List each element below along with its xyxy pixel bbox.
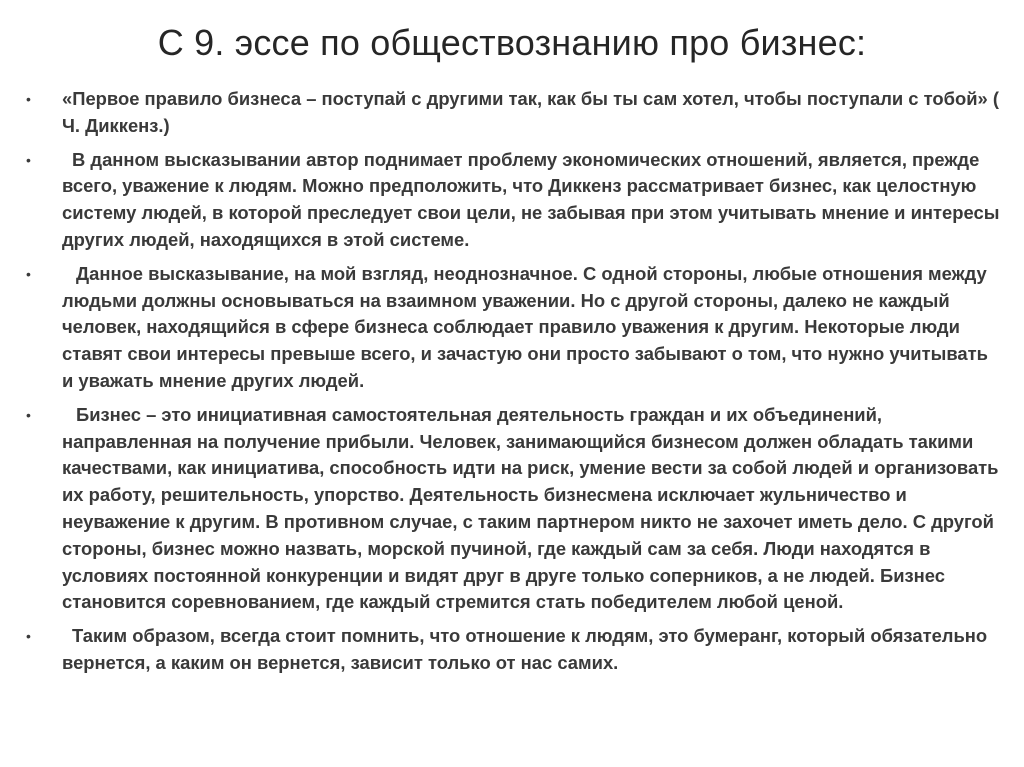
bullet-item-conclusion — [24, 623, 1004, 677]
bullet-icon: • — [26, 91, 31, 107]
bullet-item-problem — [24, 147, 1004, 254]
bullet-icon: • — [26, 406, 31, 423]
bullet-icon: • — [26, 151, 31, 168]
slide-title: С 9. эссе по обществознанию про бизнес: — [157, 22, 867, 63]
bullet-text: В данном высказывании автор поднимает проблему экономических отношений, является, прежде всего, уважение к людям. Можно предположить, что Диккенз рассматривает бизнес, как целостную систему людей, в которой преследует свои цели, не забывая при этом учитывать мнение и интересы других людей, находящихся в этой системе. — [62, 148, 1000, 250]
bullet-text: «Первое правило бизнеса – поступай с другими так, как бы ты сам хотел, чтобы поступали с тобой» ( Ч. Диккенз.) — [62, 88, 999, 136]
bullet-icon: • — [26, 265, 31, 282]
bullet-text: Бизнес – это инициативная самостоятельная деятельность граждан и их объединений, направленная на получение прибыли. Человек, занимающийся бизнесом должен обладать такими качествами, как инициатива, способность идти на риск, умение вести за собой людей и организовать их работу, решительность, упорство. Деятельность бизнесмена исключает жульничество и неуважение к другим. В противном случае, с таким партнером никто не захочет иметь дело. С другой стороны, бизнес можно назвать, морской пучиной, где каждый сам за себя. Люди находятся в условиях постоянной конкуренции и видят друг в друге только соперников, а не людей. Бизнес становится соревнованием, где каждый стремится стать победителем любой ценой. — [62, 403, 999, 613]
bullet-item-theory — [24, 402, 1004, 616]
bullet-icon: • — [26, 628, 31, 645]
bullet-item-opinion — [24, 261, 1004, 395]
bullet-text: Таким образом, всегда стоит помнить, что отношение к людям, это бумеранг, который обязательно вернется, а каким он вернется, зависит только от нас самих. — [62, 625, 988, 673]
bullet-text: Данное высказывание, на мой взгляд, неоднозначное. С одной стороны, любые отношения между людьми должны основываться на взаимном уважении. Но с другой стороны, далеко не каждый человек, находящийся в сфере бизнеса соблюдает правило уважения к другим. Некоторые люди ставят свои интересы превыше всего, и зачастую они просто забывают о том, что нужно учитывать и уважать мнение других людей. — [62, 262, 988, 391]
bullet-list — [24, 86, 1004, 684]
bullet-item-quote — [24, 86, 1004, 140]
